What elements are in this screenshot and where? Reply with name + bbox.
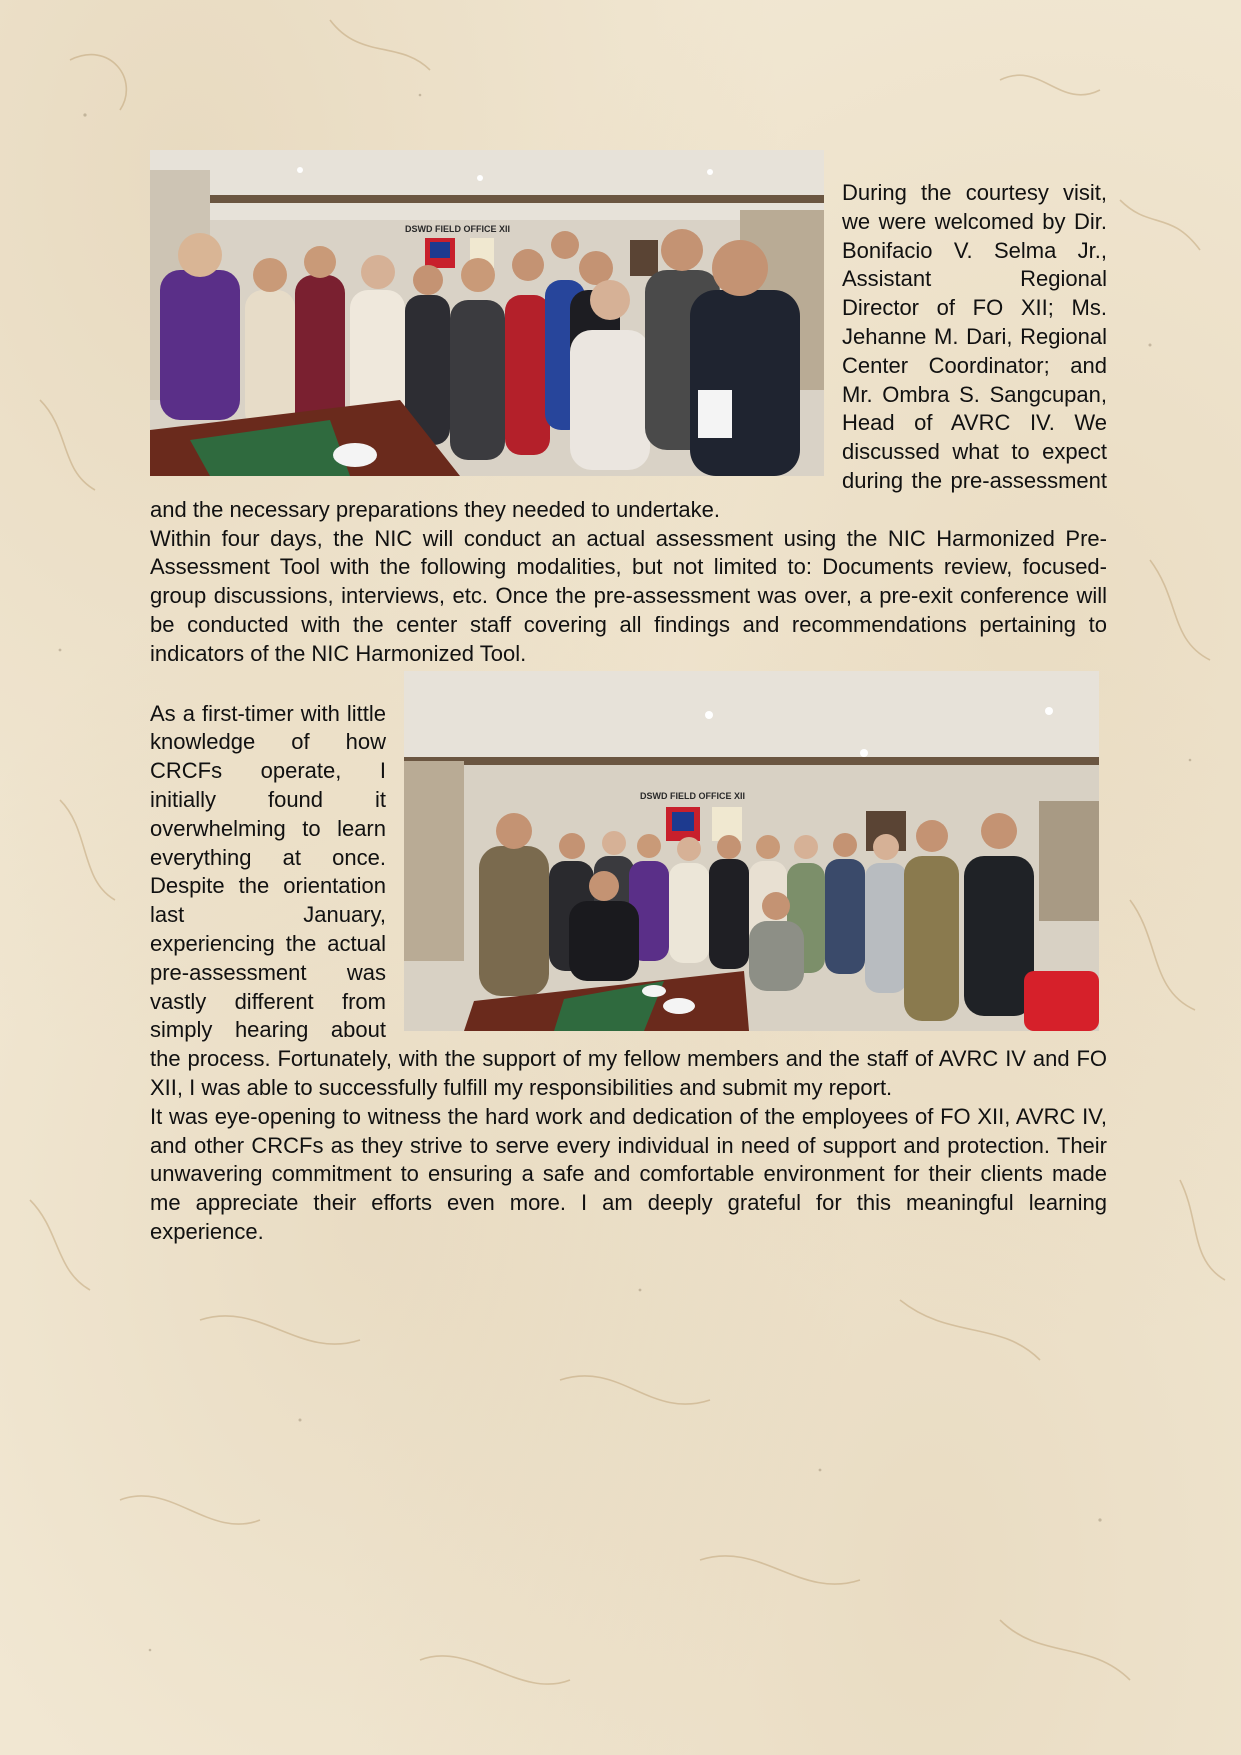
group-photo-field-office <box>404 671 1099 1031</box>
paragraph-first-timer-experience: As a first-timer with little knowledge of how CRCFs operate, I initially found it overwhelming to learn everything at once. Despite the orientation last January, experiencing the actual pre-assessment was vastly different from simply hearing about the process. Fortunately, with the support of my fellow members and the staff of AVRC IV and FO XII, I was able to successfully fulfill my responsibilities and submit my report. <box>150 700 1107 1100</box>
article-body <box>150 150 1107 1247</box>
wall-sign-text: DSWD FIELD OFFICE XII <box>640 790 745 801</box>
group-photo-courtesy-visit <box>150 150 824 476</box>
wall-sign-text: DSWD FIELD OFFICE XII <box>405 224 510 234</box>
paragraph-gratitude: It was eye-opening to witness the hard work and dedication of the employees of FO XII, AVRC IV, and other CRCFs as they strive to serve every individual in need of support and protection. Their unwavering commitment to ensuring a safe and comfortable environment for their clients made me appreciate their efforts even more. I am deeply grateful for this meaningful learning experience. <box>150 1103 1107 1244</box>
paragraph-courtesy-visit: During the courtesy visit, we were welcomed by Dir. Bonifacio V. Selma Jr., Assistant Regional Director of FO XII; Ms. Jehanne M. Dari, Regional Center Coordinator; and Mr. Ombra S. Sangcupan, Head of AVRC IV. We discussed what to expect during the pre-assessment and the necessary preparations they needed to undertake. <box>150 180 1107 522</box>
paragraph-assessment-process: Within four days, the NIC will conduct an actual assessment using the NIC Harmonized Pre-Assessment Tool with the following modalities, but not limited to: Documents review, focused-group discussions, interviews, etc. Once the pre-assessment was over, a pre-exit conference will be conducted with the center staff covering all findings and recommendations pertaining to indicators of the NIC Harmonized Tool. <box>150 525 1107 666</box>
